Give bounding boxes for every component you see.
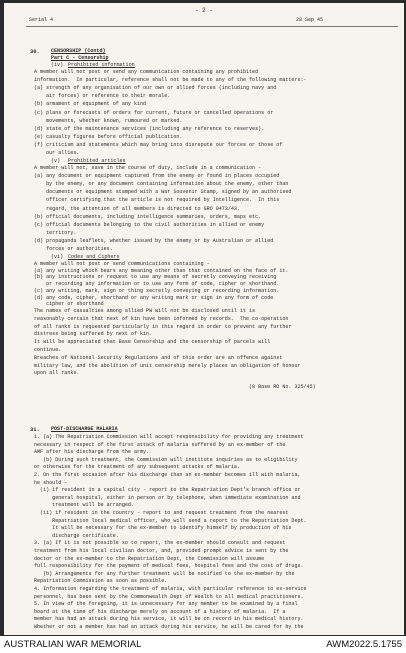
text-line: information. In particular, reference shall not be made to any of the following matters:- bbox=[34, 77, 307, 84]
text-line: reasonably certain that next of kin have been informed by records. The co-operation bbox=[34, 315, 289, 322]
text-line: 2. On the first occasion after his discharge than an ex-member becomes ill with malaria, bbox=[34, 472, 301, 478]
text-line: (d) propaganda leaflets, whether issued by the enemy or by Australian or allied bbox=[34, 237, 274, 244]
text-line: (b) official documents, including intelligence summaries, orders, maps etc. bbox=[34, 213, 262, 220]
section-30-title: CENSORSHIP (Contd) bbox=[51, 48, 106, 54]
text-line: (a) any document or equipment captured from the enemy or found in places occupied bbox=[34, 173, 280, 180]
text-line: (d) state of the maintenance services (including any reference to reserves). bbox=[34, 125, 265, 132]
section-30-reference: (8 Base RO No. 325/45) bbox=[249, 384, 316, 390]
text-line: (a) any writing which bears any meaning other than that contained on the face of it. bbox=[34, 267, 289, 274]
text-line: (i) if resident in a capital city - report to the Repatriation Dept's branch office or bbox=[34, 487, 301, 494]
text-line: officer certifying that the article is not required by Intelligence. In this bbox=[34, 197, 280, 204]
text-line: (c) official documents belonging to the civil authorities in allied or enemy bbox=[34, 221, 265, 228]
text-line: treatment will be arranged. bbox=[34, 502, 134, 509]
text-line: It will be appreciated that Base Censorship and the censorship of parcels will bbox=[34, 339, 271, 346]
archive-footer bbox=[0, 636, 406, 653]
text-line: personnel, has been sent by the Commonwealth Dept of Health to all medical practitioners. bbox=[34, 593, 304, 600]
section-30-number: 30. bbox=[30, 49, 40, 55]
subsection-iv-number: (iv) bbox=[51, 62, 64, 68]
text-line: (a) strength of any organisation of our own or allied forces (including navy and bbox=[34, 85, 277, 92]
text-line: 3. (a) If it is not possible so to report, the ex-member should consult and request bbox=[34, 540, 286, 547]
text-line: (f) criticism and statements which may bring into disrepute our forces or those of bbox=[34, 141, 283, 148]
text-line: (b) any instructions or request to use any means of secretly conveying receiving bbox=[34, 274, 277, 281]
text-line: he should - bbox=[34, 479, 68, 486]
subsection-iv-title: Prohibited information bbox=[68, 62, 135, 68]
text-line: Repatriation Commission as soon as possible. bbox=[34, 578, 168, 585]
section-31-number: 31. bbox=[30, 427, 40, 433]
text-line: (c) plans or forecasts of orders for current, future or cancelled operations or bbox=[34, 109, 274, 116]
text-line: full responsibility for the payment of medical fees, hospital fees and the cost of drugs. bbox=[34, 563, 304, 570]
text-line: (b) During such treatment, the Commission will institute inquiries as to eligibility bbox=[34, 456, 298, 463]
serial-label: Serial 4 bbox=[29, 17, 54, 23]
text-line: A member will not post or send any communication containing any prohibited bbox=[34, 69, 259, 75]
header-rule bbox=[26, 26, 398, 27]
subsection-v-number: (v) bbox=[51, 158, 61, 164]
text-line: or recording any information or to use any form of code, cipher or shorthand. bbox=[34, 281, 280, 288]
text-line: 4. Information regarding the treatment of malaria, with particular reference to ex-service bbox=[34, 586, 307, 592]
text-line: doctor or the ex-member to the Repatriation Dept, the Commission will assume bbox=[34, 555, 265, 562]
text-line: regard, the attention of all members is directed to GRO 0473/43. bbox=[34, 205, 240, 212]
text-line: documents or equipment stamped with a War Souvenir Stamp, signed by an authorised bbox=[34, 189, 292, 196]
subsection-vi-number: (vi) bbox=[51, 254, 64, 260]
text-line: A member will not, save in the course of duty, include in a communication - bbox=[34, 165, 262, 171]
date-label: 28 Sep 45 bbox=[296, 17, 324, 23]
text-line: It will be necessary for the ex-member to identify himself by production of his bbox=[34, 525, 292, 532]
text-line: distress being suffered by next of kin. bbox=[34, 331, 153, 338]
text-line: (ii) if resident in the country - report to and request treatment from the nearest bbox=[34, 510, 289, 516]
text-line: movements, whether known, rumoured or marked. bbox=[34, 117, 183, 124]
text-line: treatment from his local civilian doctor, and, provided prompt advice is sent by the bbox=[34, 548, 289, 554]
text-line: The names of casualties among allied PW will not be disclosed until it is bbox=[34, 308, 256, 314]
text-line: board at the time of his discharge merely on account of a history of malaria. If a bbox=[34, 608, 286, 615]
text-line: by the enemy, or any document containing information about the enemy, other than bbox=[34, 181, 289, 188]
text-line: (d) any code, cipher, shorthand or any writing mark or sign in any form of code bbox=[34, 294, 274, 301]
text-line: AMF after his discharge from the army. bbox=[34, 449, 150, 456]
text-line: military law, and the abolition of unit censorship merely places an obligation of honour bbox=[34, 362, 301, 369]
text-line: general hospital, either in person or by telephone, when immediate examination and bbox=[34, 494, 301, 501]
text-line: of all ranks is requested particularly in this regard in order to prevent any further bbox=[34, 323, 292, 330]
text-line: Whether or not a member has had an attack during his service, he will be cared for by the bbox=[34, 624, 304, 630]
text-line: (c) any writing, mark, sign or thing secretly conveying or recording information. bbox=[34, 287, 280, 294]
text-line: (b) armament or equipment of any kind bbox=[34, 101, 147, 108]
text-line: or otherwise for the treatment of any subsequent attacks of malaria. bbox=[34, 464, 240, 471]
text-line: (b) Arrangements for any further treatment will be notified to the ex-member by the bbox=[34, 570, 295, 577]
text-line: discharge certificate. bbox=[34, 532, 119, 539]
text-line: air forces) or reference to their morale. bbox=[34, 93, 171, 100]
text-line: upon all ranks. bbox=[34, 370, 80, 377]
text-line: 1. (a) The Repatriation Commission will accept responsibility for providing any treatment bbox=[34, 434, 304, 440]
text-line: forces or authorities. bbox=[34, 246, 113, 252]
page-number: - 2 - bbox=[194, 7, 213, 14]
text-line: territory. bbox=[34, 229, 77, 236]
archive-reference: AWM2022.5.1755 bbox=[326, 639, 402, 650]
text-line: Breaches of National Security Regulations and of this order are an offence against bbox=[34, 354, 283, 361]
document-page bbox=[4, 3, 404, 635]
text-line: (e) casualty figures before official publication. bbox=[34, 133, 183, 140]
section-31-title: POST-DISCHARGE MALARIA bbox=[51, 426, 118, 432]
section-30-part: Part C - Censorship bbox=[51, 55, 109, 61]
text-line: 5. In view of the foregoing, it is unnecessary for any member to be examined by a final bbox=[34, 601, 298, 608]
subsection-v-title: Prohibited articles bbox=[68, 158, 126, 164]
archive-name: AUSTRALIAN WAR MEMORIAL bbox=[4, 639, 142, 650]
text-line: our allies. bbox=[34, 150, 80, 156]
text-line: continue. bbox=[34, 347, 62, 353]
text-line: necessary in respect of the first attack of malaria suffered by an ex-member of the bbox=[34, 441, 286, 448]
text-line: A member will not post or send communications containing - bbox=[34, 261, 210, 267]
subsection-vi-title: Codes and Ciphers bbox=[68, 254, 120, 260]
text-line: member has had an attack during his service, it will be on record in his medical history. bbox=[34, 616, 304, 623]
text-line: cipher or shorthand bbox=[34, 301, 104, 308]
text-line: Repatriation local medical officer, who will send a report to the Repatriation Dept. bbox=[34, 517, 307, 524]
